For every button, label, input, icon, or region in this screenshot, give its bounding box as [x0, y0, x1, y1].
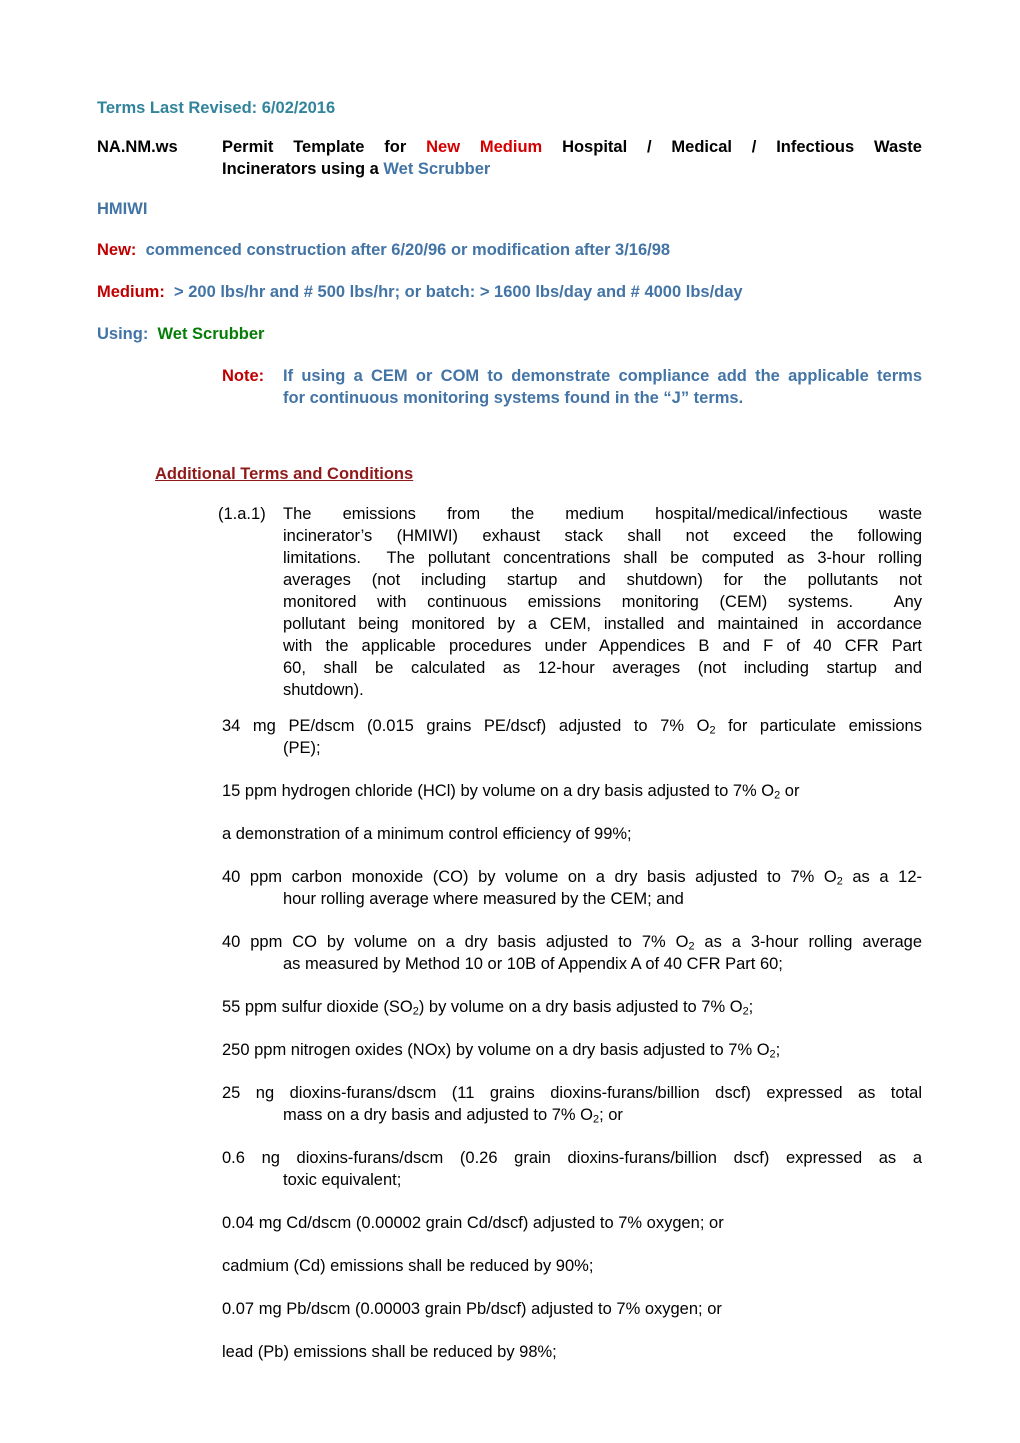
text-segment: ) by volume on a dry basis adjusted to 7% O	[418, 998, 743, 1016]
text-segment: 0.07 mg Pb/dscm (0.00003 grain Pb/dscf) adjusted to 7% oxygen; or	[222, 1300, 722, 1318]
text-line	[222, 780, 922, 802]
text-segment: lead (Pb) emissions shall be reduced by 98%;	[222, 1343, 557, 1361]
text-segment: ; or	[599, 1106, 623, 1124]
text-segment: Wet Scrubber	[383, 160, 491, 178]
text-segment: Permit Template for	[222, 138, 427, 156]
text-line	[222, 931, 922, 953]
text-segment: ;	[748, 998, 754, 1016]
text-segment: as a 3-hour rolling average	[694, 933, 922, 951]
text-line	[283, 1104, 922, 1126]
text-line	[283, 503, 922, 525]
text-line	[222, 1147, 922, 1169]
emission-limit-item	[222, 1298, 922, 1320]
text-line	[283, 365, 922, 387]
text-segment: for particulate emissions	[715, 717, 922, 735]
text-segment: 15 ppm hydrogen chloride (HCl) by volume on a dry basis adjusted to 7% O	[222, 782, 775, 800]
text-segment: 55 ppm sulfur dioxide (SO	[222, 998, 413, 1016]
text-segment: as a 12-	[842, 868, 922, 886]
text-segment: averages (not including startup and shutdown) for the pollutants not	[283, 571, 922, 589]
text-line	[222, 1341, 922, 1363]
emission-limit-item	[222, 1255, 922, 1277]
text-segment: pollutant being monitored by a CEM, installed and maintained in accordance	[283, 615, 922, 633]
text-segment: shutdown).	[283, 681, 364, 699]
text-segment: 40 ppm carbon monoxide (CO) by volume on a dry basis adjusted to 7% O	[222, 868, 837, 886]
text-segment: monitored with continuous emissions monitoring (CEM) systems. Any	[283, 593, 922, 611]
text-line	[283, 1169, 922, 1191]
text-line	[283, 547, 922, 569]
text-line	[283, 387, 922, 409]
text-line	[283, 888, 922, 910]
subscript-text: 2	[769, 1048, 776, 1061]
text-segment: ;	[775, 1041, 781, 1059]
text-segment: New Medium	[426, 138, 543, 156]
text-segment: Hospital / Medical / Infectious Waste	[542, 138, 922, 156]
emission-limit-item	[222, 780, 922, 802]
text-line	[283, 657, 922, 679]
text-segment: New:	[97, 241, 137, 259]
emission-limit-item	[222, 1341, 922, 1363]
emission-limit-item	[222, 1082, 922, 1126]
emission-limit-item	[222, 1212, 922, 1234]
text-segment: The emissions from the medium hospital/medical/infectious waste	[283, 505, 922, 523]
text-line	[283, 953, 922, 975]
emission-limit-item	[222, 866, 922, 910]
text-segment: or	[780, 782, 800, 800]
title-reference-code: NA.NM.ws	[97, 138, 178, 156]
emission-limit-item	[222, 823, 922, 845]
subscript-text: 2	[836, 875, 843, 888]
text-segment: If using a CEM or COM to demonstrate compliance add the applicable terms	[283, 367, 922, 385]
text-segment: toxic equivalent;	[283, 1171, 402, 1189]
note-text	[283, 365, 922, 409]
text-line	[222, 996, 922, 1018]
paragraph-1a1	[218, 503, 922, 701]
text-segment: commenced construction after 6/20/96 or modification after 3/16/98	[136, 241, 671, 259]
paragraph-text	[283, 503, 922, 701]
text-segment: 0.04 mg Cd/dscm (0.00002 grain Cd/dscf) adjusted to 7% oxygen; or	[222, 1214, 724, 1232]
definition-line-medium	[97, 281, 922, 303]
text-line	[222, 823, 922, 845]
text-line	[283, 569, 922, 591]
text-line	[283, 591, 922, 613]
text-line	[283, 613, 922, 635]
title-block	[97, 136, 922, 180]
text-line	[222, 715, 922, 737]
text-segment: 34 mg PE/dscm (0.015 grains PE/dscf) adjusted to 7% O	[222, 717, 710, 735]
text-segment: hour rolling average where measured by the CEM; and	[283, 890, 684, 908]
text-segment: 60, shall be calculated as 12-hour averages (not including startup and	[283, 659, 922, 677]
text-line	[283, 737, 922, 759]
subscript-text: 2	[709, 724, 716, 737]
definition-line-new	[97, 239, 922, 261]
text-segment: incinerator’s (HMIWI) exhaust stack shall not exceed the following	[283, 527, 922, 545]
text-segment: (PE);	[283, 739, 321, 757]
text-line	[222, 866, 922, 888]
paragraph-number: (1.a.1)	[218, 505, 266, 523]
emission-limit-item	[222, 996, 922, 1018]
note-label: Note:	[222, 367, 265, 385]
text-segment: 25 ng dioxins-furans/dscm (11 grains dioxins-furans/billion dscf) expressed as total	[222, 1084, 922, 1102]
text-segment: > 200 lbs/hr and # 500 lbs/hr; or batch: > 1600 lbs/day and # 4000 lbs/day	[164, 283, 743, 301]
subscript-text: 2	[593, 1113, 600, 1126]
text-segment: Medium:	[97, 283, 165, 301]
emission-limit-item	[222, 1147, 922, 1191]
text-segment: cadmium (Cd) emissions shall be reduced by 90%;	[222, 1257, 594, 1275]
text-line	[222, 158, 922, 180]
text-line	[283, 525, 922, 547]
text-segment: a demonstration of a minimum control efficiency of 99%;	[222, 825, 632, 843]
emission-limit-item	[222, 715, 922, 759]
text-line	[222, 1082, 922, 1104]
emission-limit-item	[222, 1039, 922, 1061]
subscript-text: 2	[412, 1005, 419, 1018]
emission-limits-list	[97, 715, 922, 1363]
text-segment: as measured by Method 10 or 10B of Appendix A of 40 CFR Part 60;	[283, 955, 783, 973]
text-line	[222, 1039, 922, 1061]
text-segment: 40 ppm CO by volume on a dry basis adjusted to 7% O	[222, 933, 689, 951]
text-line	[222, 1255, 922, 1277]
text-segment: 0.6 ng dioxins-furans/dscm (0.26 grain dioxins-furans/billion dscf) expressed as a	[222, 1149, 922, 1167]
subscript-text: 2	[688, 940, 695, 953]
text-segment: for continuous monitoring systems found in the “J” terms.	[283, 389, 744, 407]
text-segment: mass on a dry basis and adjusted to 7% O	[283, 1106, 594, 1124]
text-line	[222, 1212, 922, 1234]
definition-line-using	[97, 323, 922, 345]
text-segment: Wet Scrubber	[148, 325, 265, 343]
revised-date-line: Terms Last Revised: 6/02/2016	[97, 99, 336, 117]
hmiwi-heading: HMIWI	[97, 200, 148, 218]
text-segment: Incinerators using a	[222, 160, 384, 178]
text-line	[222, 1298, 922, 1320]
text-segment: with the applicable procedures under Appendices B and F of 40 CFR Part	[283, 637, 922, 655]
text-line	[283, 679, 922, 701]
text-line	[222, 136, 922, 158]
text-segment: 250 ppm nitrogen oxides (NOx) by volume on a dry basis adjusted to 7% O	[222, 1041, 770, 1059]
section-heading: Additional Terms and Conditions	[155, 465, 414, 483]
subscript-text: 2	[742, 1005, 749, 1018]
emission-limit-item	[222, 931, 922, 975]
subscript-text: 2	[774, 789, 781, 802]
note-block	[222, 365, 922, 409]
text-line	[283, 635, 922, 657]
text-segment: Using:	[97, 325, 149, 343]
title-text	[222, 136, 922, 180]
text-segment: limitations. The pollutant concentrations shall be computed as 3-hour rolling	[283, 549, 922, 567]
